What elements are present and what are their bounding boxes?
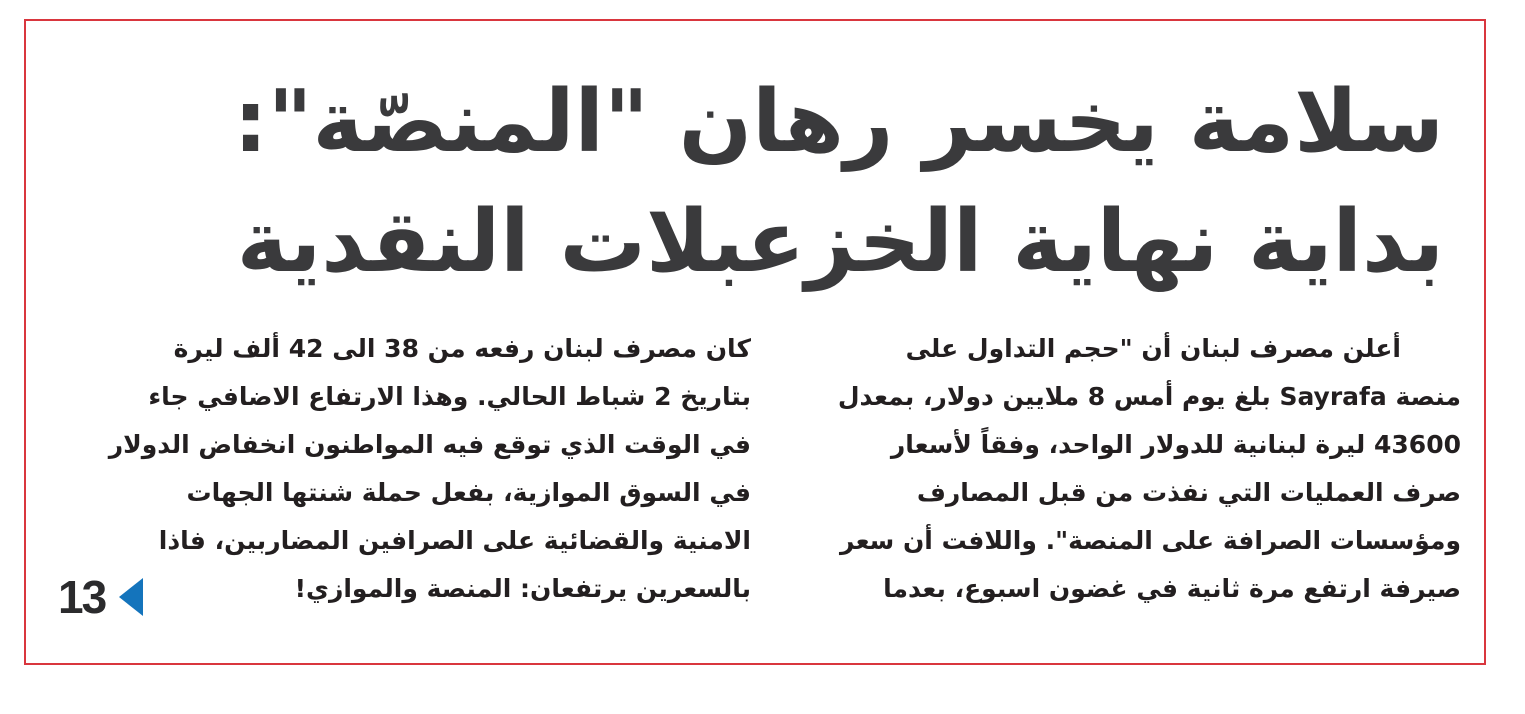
body-line: منصة Sayrafa بلغ يوم أمس 8 ملايين دولار، بمعدل <box>837 382 1461 411</box>
body-line: 43600 ليرة لبنانية للدولار الواحد، وفقاً لأسعار <box>890 430 1461 459</box>
body-line: ومؤسسات الصرافة على المنصة". واللافت أن سعر <box>840 526 1461 555</box>
headline-line-1: سلامة يخسر رهان "المنصّة": <box>233 72 1444 172</box>
body-line: صيرفة ارتفع مرة ثانية في غضون اسبوع، بعدما <box>883 574 1461 603</box>
article-column-right <box>796 325 1461 613</box>
body-line: بالسعرين يرتفعان: المنصة والموازي! <box>294 574 751 603</box>
headline-line-2: بداية نهاية الخزعبلات النقدية <box>236 192 1444 292</box>
page-number: 13 <box>58 571 106 623</box>
body-line: الامنية والقضائية على الصرافين المضاربين، فاذا <box>158 526 751 555</box>
body-line: بتاريخ 2 شباط الحالي. وهذا الارتفاع الاضافي جاء <box>148 382 751 411</box>
body-line: في الوقت الذي توقع فيه المواطنون انخفاض الدولار <box>108 430 751 459</box>
body-line: كان مصرف لبنان رفعه من 38 الى 42 ألف ليرة <box>173 334 751 363</box>
continued-page-reference <box>58 569 143 625</box>
body-line: في السوق الموازية، بفعل حملة شنتها الجهات <box>186 478 751 507</box>
article-frame <box>24 19 1486 665</box>
body-line: أعلن مصرف لبنان أن "حجم التداول على <box>905 334 1401 363</box>
triangle-left-icon <box>119 578 143 616</box>
body-line: صرف العمليات التي نفذت من قبل المصارف <box>916 478 1461 507</box>
article-column-left <box>66 325 751 613</box>
